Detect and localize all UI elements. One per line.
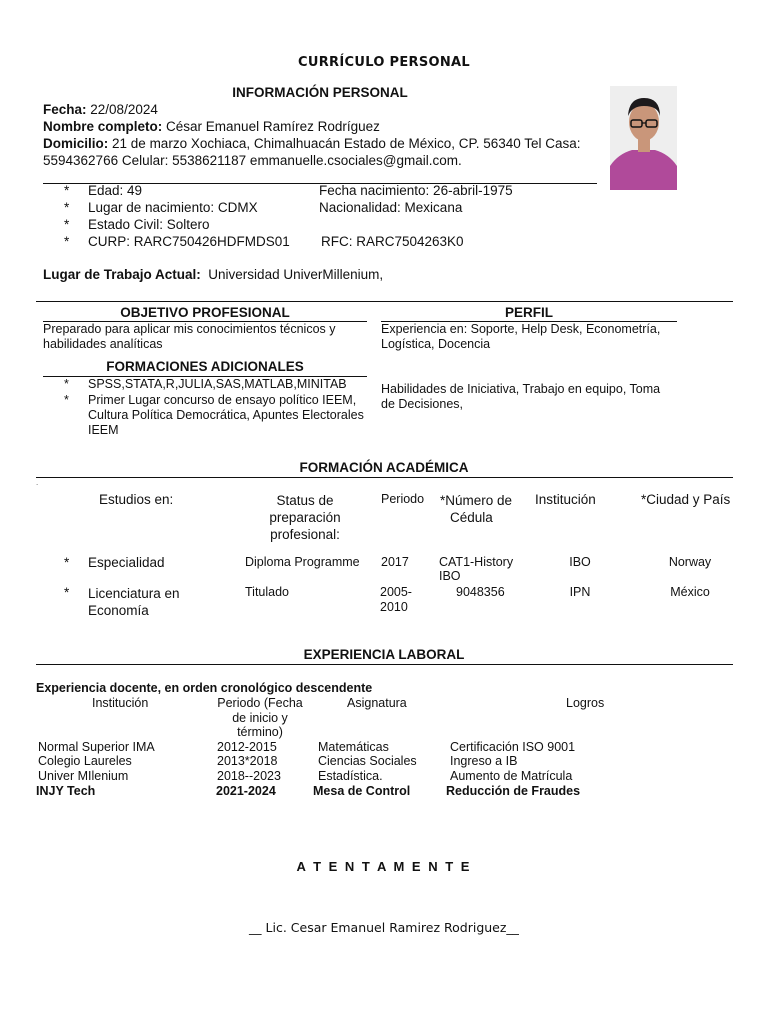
fecha-value: 22/08/2024 — [90, 102, 158, 117]
lab-periodo-3: 2018--2023 — [217, 769, 281, 783]
lab-institucion-3: Univer MIlenium — [38, 769, 129, 783]
lab-header-periodo-2: de inicio y — [232, 710, 288, 725]
estudio-2-line1: Licenciatura en — [88, 586, 180, 601]
cedula-1-line2: IBO — [439, 569, 461, 583]
col-header-status — [245, 492, 365, 543]
formacion-item-2-line2: Cultura Política Democrática, Apuntes Electorales — [88, 408, 364, 422]
fecha-nacimiento: Fecha nacimiento: 26-abril-1975 — [319, 183, 513, 198]
laboral-subtitle: Experiencia docente, en orden cronológico descendente — [36, 681, 373, 695]
nombre-label: Nombre completo: — [43, 119, 163, 134]
academica-table — [0, 492, 768, 622]
col-header-ciudad: *Ciudad y País — [641, 492, 731, 507]
lab-logro-2: Ingreso a IB — [450, 754, 518, 768]
divider-laboral — [36, 664, 733, 665]
formaciones-bullet-1: * — [64, 377, 69, 391]
col-header-status-1: Status de — [276, 493, 334, 508]
lab-logro-4: Reducción de Fraudes — [446, 784, 581, 798]
estudio-2-line2: Economía — [88, 603, 149, 618]
section-title-objetivo: OBJETIVO PROFESIONAL — [120, 305, 290, 320]
perfil-line1: Experiencia en: Soporte, Help Desk, Econometría, — [381, 322, 661, 336]
laboral-table — [0, 696, 768, 806]
lab-institucion-2: Colegio Laureles — [38, 754, 132, 768]
formacion-item-1: SPSS,STATA,R,JULIA,SAS,MATLAB,MINITAB — [88, 377, 347, 391]
col-header-status-3: profesional: — [270, 527, 340, 542]
divider-objetivo — [36, 301, 733, 302]
habilidades-line1: Habilidades de Iniciativa, Trabajo en equipo, Toma — [381, 382, 661, 396]
habilidades-line2: de Decisiones, — [381, 397, 463, 411]
lab-header-periodo-1: Periodo (Fecha — [217, 696, 303, 710]
lab-periodo-2: 2013*2018 — [217, 754, 278, 768]
section-title-laboral: EXPERIENCIA LABORAL — [303, 647, 465, 662]
estudio-2 — [88, 585, 180, 619]
formacion-item-2 — [88, 393, 373, 438]
formaciones-bullet-2: * — [64, 393, 69, 407]
col-header-cedula-1: *Número de — [440, 493, 513, 508]
academica-bullet-1: * — [64, 555, 70, 570]
periodo-2-line1: 2005- — [380, 585, 412, 599]
col-header-institucion: Institución — [535, 492, 596, 507]
atentamente: A T E N T A M E N T E — [296, 859, 472, 874]
edad: Edad: 49 — [88, 183, 143, 198]
institucion-2: IPN — [569, 585, 591, 599]
estudio-1: Especialidad — [88, 555, 165, 570]
lugar-nacimiento: Lugar de nacimiento: CDMX — [88, 200, 258, 215]
trabajo-value: Universidad UniverMillenium, — [208, 267, 384, 282]
section-title-academica: FORMACIÓN ACADÉMICA — [299, 460, 469, 475]
periodo-2-line2: 2010 — [380, 600, 408, 614]
lab-institucion-1: Normal Superior IMA — [38, 740, 155, 754]
lab-institucion-4: INJY Tech — [36, 784, 96, 798]
lab-asignatura-2: Ciencias Sociales — [318, 754, 417, 768]
periodo-1: 2017 — [381, 555, 409, 569]
lab-header-institucion: Institución — [92, 696, 149, 710]
lab-asignatura-4: Mesa de Control — [313, 784, 411, 798]
formacion-item-2-line1: Primer Lugar concurso de ensayo político IEEM, — [88, 393, 357, 407]
lab-header-periodo — [210, 696, 310, 740]
col-header-cedula — [440, 492, 512, 526]
lab-periodo-4: 2021-2024 — [216, 784, 276, 798]
section-title-perfil: PERFIL — [504, 305, 553, 320]
academica-dot: . — [36, 478, 39, 487]
cedula-1 — [439, 555, 513, 583]
lab-header-logros: Logros — [566, 696, 605, 710]
nacionalidad: Nacionalidad: Mexicana — [319, 200, 463, 215]
curp: CURP: RARC750426HDFMDS01 — [88, 234, 290, 249]
perfil-text — [381, 322, 677, 352]
lab-asignatura-1: Matemáticas — [318, 740, 389, 754]
firma: __ Lic. Cesar Emanuel Ramirez Rodriguez__ — [249, 920, 519, 935]
objetivo-line2: habilidades analíticas — [43, 337, 163, 351]
lab-logro-1: Certificación ISO 9001 — [450, 740, 576, 754]
habilidades-text — [381, 382, 677, 412]
domicilio-line1: 21 de marzo Xochiaca, Chimalhuacán Estado de México, CP. 56340 Tel Casa: — [112, 136, 581, 151]
cedula-2: 9048356 — [456, 585, 505, 599]
nombre-value: César Emanuel Ramírez Rodríguez — [166, 119, 380, 134]
lab-header-periodo-3: término) — [237, 725, 283, 739]
domicilio-line2: 5594362766 Celular: 5538621187 emmanuelle.csociales@gmail.com. — [43, 153, 462, 168]
bullet-4: * — [64, 234, 70, 249]
col-header-cedula-2: Cédula — [450, 510, 493, 525]
ciudad-2: México — [670, 585, 710, 599]
perfil-line2: Logística, Docencia — [381, 337, 491, 351]
trabajo-actual — [43, 267, 383, 282]
col-header-status-2: preparación — [269, 510, 341, 525]
divider-academica — [36, 477, 733, 478]
academica-bullet-2: * — [64, 585, 70, 600]
page-title: CURRÍCULO PERSONAL — [298, 55, 470, 70]
bullet-3: * — [64, 217, 70, 232]
person-portrait-icon — [610, 86, 677, 190]
profile-photo — [610, 86, 677, 190]
trabajo-label: Lugar de Trabajo Actual: — [43, 267, 201, 282]
periodo-2 — [380, 585, 412, 615]
cedula-1-line1: CAT1-History — [439, 555, 514, 569]
objetivo-line1: Preparado para aplicar mis conocimientos técnicos y — [43, 322, 336, 336]
rfc: RFC: RARC7504263K0 — [321, 234, 464, 249]
bullet-2: * — [64, 200, 70, 215]
col-header-estudios: Estudios en: — [99, 492, 174, 507]
bullet-1: * — [64, 183, 70, 198]
section-title-formaciones: FORMACIONES ADICIONALES — [106, 359, 304, 374]
status-1: Diploma Programme — [245, 555, 360, 569]
lab-asignatura-3: Estadística. — [318, 769, 383, 783]
formacion-item-2-line3: IEEM — [88, 423, 119, 437]
col-header-periodo: Periodo — [381, 492, 425, 506]
section-title-informacion: INFORMACIÓN PERSONAL — [232, 85, 408, 100]
personal-info — [43, 101, 613, 169]
ciudad-1: Norway — [668, 555, 712, 569]
institucion-1: IBO — [569, 555, 591, 569]
lab-header-asignatura: Asignatura — [347, 696, 407, 710]
personal-details — [0, 183, 768, 253]
domicilio-label: Domicilio: — [43, 136, 109, 151]
lab-logro-3: Aumento de Matrícula — [450, 769, 573, 783]
status-2: Titulado — [245, 585, 290, 599]
lab-periodo-1: 2012-2015 — [217, 740, 277, 754]
objetivo-text — [43, 322, 367, 352]
fecha-label: Fecha: — [43, 102, 87, 117]
estado-civil: Estado Civil: Soltero — [88, 217, 210, 232]
